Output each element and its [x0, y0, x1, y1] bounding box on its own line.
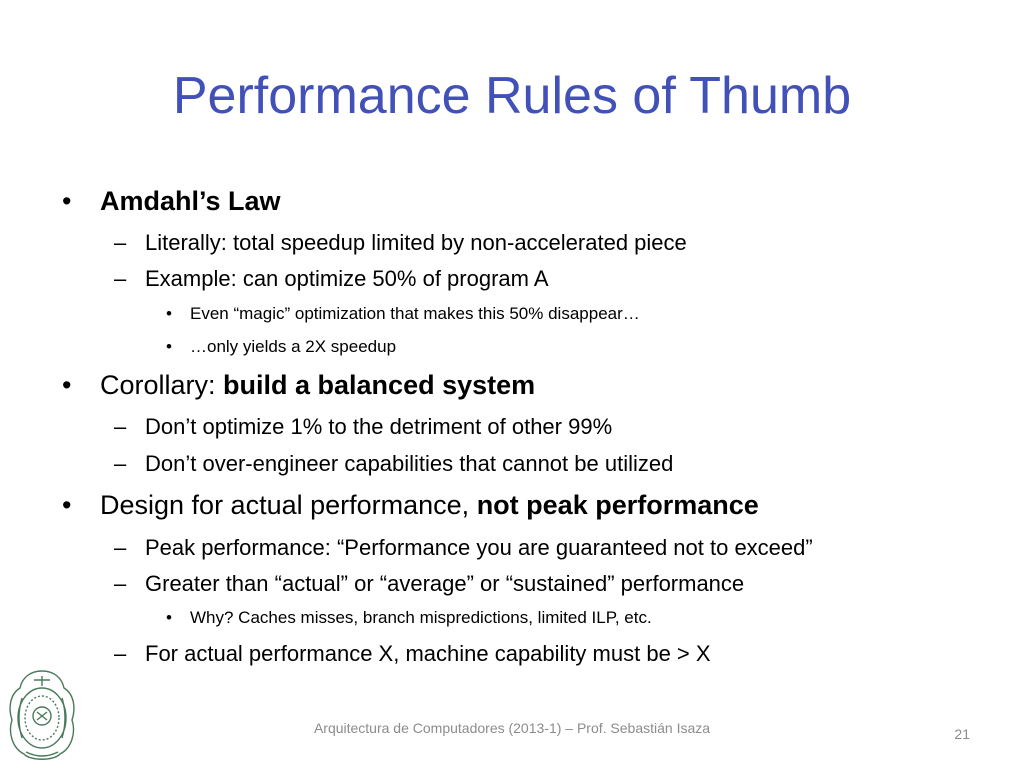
sub-bullet-greater [114, 570, 745, 598]
slide-number: 21 [954, 726, 970, 742]
university-seal-icon [4, 668, 80, 764]
bullet-text: Literally: total speedup limited by non-accelerated piece [145, 230, 687, 255]
sub-bullet-for-actual [114, 640, 711, 668]
bullet-dot: • [62, 490, 72, 520]
sub-sub-bullet-only [166, 336, 397, 358]
bullet-dot: • [166, 608, 172, 627]
bullet-text: Even “magic” optimization that makes this 50% disappear… [190, 304, 640, 323]
sub-bullet-example [114, 265, 549, 293]
sub-sub-bullet-magic [166, 303, 640, 325]
bullet-dash: – [114, 641, 127, 666]
bullet-dot: • [62, 186, 72, 216]
bullet-text-prefix: Corollary: [100, 370, 224, 400]
bullet-text: Peak performance: “Performance you are guaranteed not to exceed” [145, 535, 813, 560]
bullet-dash: – [114, 266, 127, 291]
bullet-dot: • [62, 370, 72, 400]
bullet-text-prefix: Design for actual performance, [100, 490, 477, 520]
bullet-text: Example: can optimize 50% of program A [145, 266, 549, 291]
bullet-text: Don’t over-engineer capabilities that cannot be utilized [145, 451, 674, 476]
bullet-dot: • [166, 304, 172, 323]
bullet-text: …only yields a 2X speedup [190, 337, 397, 356]
bullet-text-emphasis: build a balanced system [223, 370, 536, 400]
sub-bullet-literally [114, 229, 687, 257]
bullet-design [62, 488, 759, 522]
bullet-text: Amdahl’s Law [100, 186, 281, 216]
bullet-corollary [62, 368, 536, 402]
slide-title: Performance Rules of Thumb [172, 67, 852, 125]
bullet-dash: – [114, 535, 127, 560]
bullet-text: Why? Caches misses, branch mispredictions, limited ILP, etc. [190, 608, 652, 627]
bullet-dash: – [114, 451, 127, 476]
bullet-dash: – [114, 414, 127, 439]
bullet-text: For actual performance X, machine capability must be > X [145, 641, 711, 666]
slide-footer: Arquitectura de Computadores (2013-1) – Prof. Sebastián Isaza [313, 720, 711, 736]
sub-bullet-dont-overengineer [114, 450, 674, 478]
bullet-text-emphasis: not peak performance [476, 490, 759, 520]
bullet-amdahls-law [62, 184, 281, 218]
sub-bullet-dont-optimize [114, 413, 613, 441]
bullet-text: Greater than “actual” or “average” or “sustained” performance [145, 571, 745, 596]
bullet-dash: – [114, 230, 127, 255]
sub-bullet-peak [114, 534, 813, 562]
sub-sub-bullet-why [166, 607, 652, 629]
bullet-text: Don’t optimize 1% to the detriment of other 99% [145, 414, 613, 439]
bullet-dash: – [114, 571, 127, 596]
bullet-dot: • [166, 337, 172, 356]
